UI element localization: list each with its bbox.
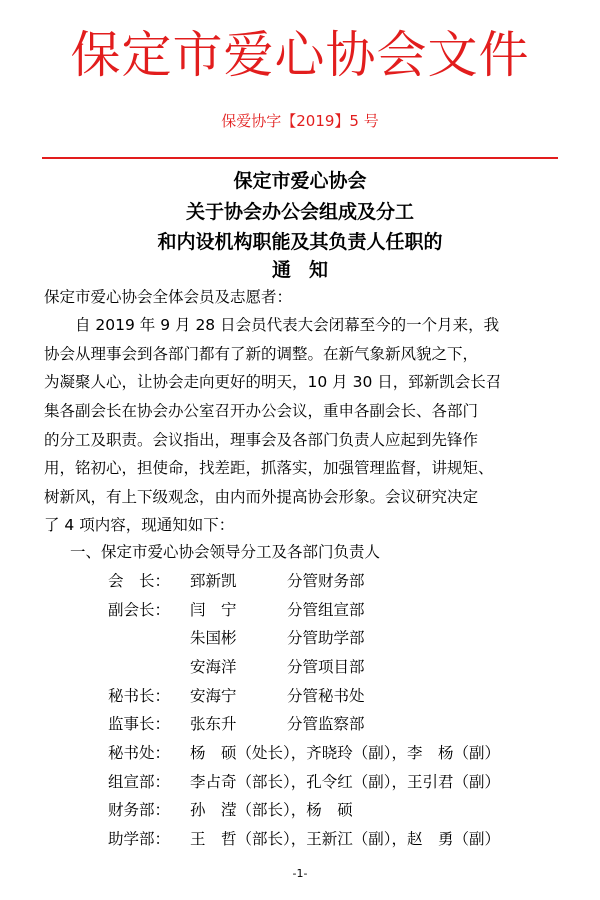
document-number: 保爱协字【2019】5 号 xyxy=(221,112,379,130)
page-number: -1- xyxy=(292,867,308,880)
leadership-row xyxy=(0,627,600,649)
department-name: 财务部： xyxy=(108,801,171,819)
red-divider-line xyxy=(42,157,558,159)
leadership-row xyxy=(0,570,600,592)
leadership-row xyxy=(0,599,600,621)
body-line: 用，铭初心，担使命，找差距，抓落实，加强管理监督，讲规矩、 xyxy=(44,459,494,477)
headline-line-2: 关于协会办公会组成及分工 xyxy=(185,201,414,223)
leader-duty: 分管财务部 xyxy=(287,572,365,590)
headline-line-4: 通知 xyxy=(271,259,346,281)
department-row xyxy=(0,799,600,821)
department-row xyxy=(0,742,600,764)
leader-role: 副会长： xyxy=(108,601,171,619)
department-row xyxy=(0,828,600,850)
section-heading: 一、保定市爱心协会领导分工及各部门负责人 xyxy=(70,543,381,561)
leader-duty: 分管项目部 xyxy=(287,658,365,676)
leader-name: 张东升 xyxy=(190,715,237,733)
leader-name: 郅新凯 xyxy=(190,572,237,590)
department-members: 孙 滢（部长），杨 硕 xyxy=(190,801,353,819)
body-line: 为凝聚人心，让协会走向更好的明天，10 月 30 日，郅新凯会长召 xyxy=(44,373,502,391)
leader-duty: 分管监察部 xyxy=(287,715,365,733)
leader-role: 监事长： xyxy=(108,715,171,733)
body-line: 自 2019 年 9 月 28 日会员代表大会闭幕至今的一个月来，我 xyxy=(44,316,500,334)
department-row xyxy=(0,771,600,793)
department-name: 组宣部： xyxy=(108,773,171,791)
department-name: 助学部： xyxy=(108,830,171,848)
leader-duty: 分管秘书处 xyxy=(287,687,365,705)
leadership-row xyxy=(0,685,600,707)
headline-line-3: 和内设机构职能及其负责人任职的 xyxy=(157,231,443,253)
leader-name: 闫 宁 xyxy=(190,601,237,619)
leader-role: 会 长： xyxy=(108,572,171,590)
body-line: 了 4 项内容，现通知如下： xyxy=(44,516,235,534)
document-title: 保定市爱心协会文件 xyxy=(70,26,530,84)
salutation: 保定市爱心协会全体会员及志愿者： xyxy=(44,288,293,306)
department-members: 李占奇（部长），孔令红（副），王引君（副） xyxy=(190,773,501,791)
department-name: 秘书处： xyxy=(108,744,171,762)
headline-line-1: 保定市爱心协会 xyxy=(233,170,367,192)
leadership-row xyxy=(0,656,600,678)
department-members: 王 哲（部长），王新江（副），赵 勇（副） xyxy=(190,830,501,848)
body-line: 树新风，有上下级观念，由内而外提高协会形象。会议研究决定 xyxy=(44,488,479,506)
department-members: 杨 硕（处长），齐晓玲（副），李 杨（副） xyxy=(190,744,501,762)
body-line: 集各副会长在协会办公室召开办公会议，重申各副会长、各部门 xyxy=(44,402,479,420)
leader-name: 朱国彬 xyxy=(190,629,237,647)
body-line: 的分工及职责。会议指出，理事会及各部门负责人应起到先锋作 xyxy=(44,431,479,449)
leader-name: 安海洋 xyxy=(190,658,237,676)
leader-duty: 分管助学部 xyxy=(287,629,365,647)
leader-name: 安海宁 xyxy=(190,687,237,705)
leader-role: 秘书长： xyxy=(108,687,171,705)
body-line: 协会从理事会到各部门都有了新的调整。在新气象新风貌之下， xyxy=(44,345,479,363)
leadership-row xyxy=(0,713,600,735)
leader-duty: 分管组宣部 xyxy=(287,601,365,619)
